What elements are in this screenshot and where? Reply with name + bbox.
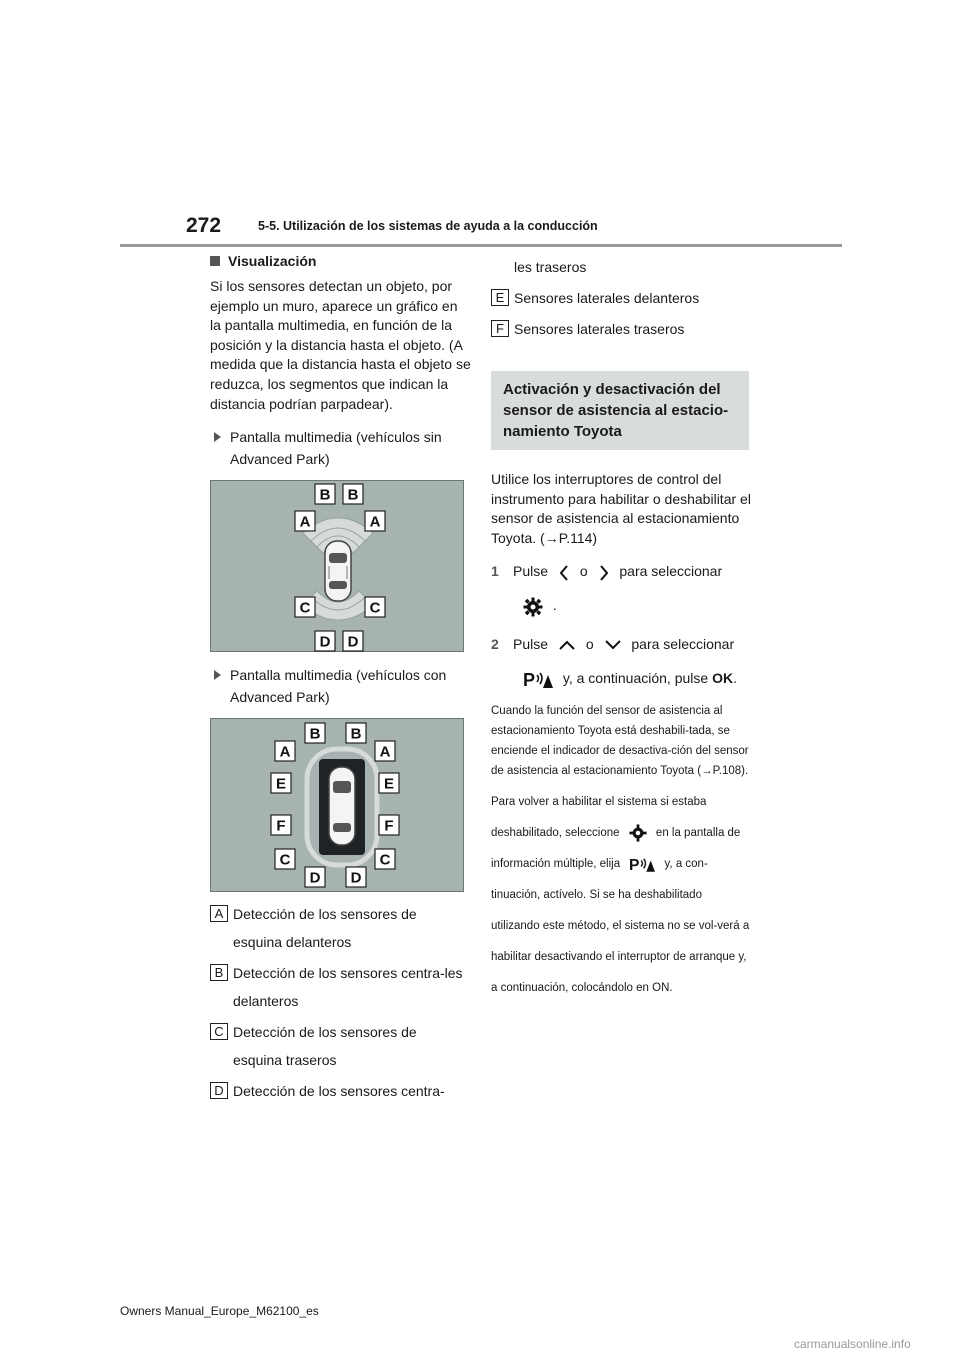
figure-display-with-ap: [210, 718, 464, 892]
display-item-without-ap: [210, 426, 472, 470]
step-text: Pulse: [513, 635, 549, 652]
legend-item-f: [491, 315, 751, 343]
left-column: [210, 253, 472, 1105]
svg-text:F: F: [276, 817, 286, 835]
step-text: .: [552, 597, 557, 614]
sensor-zone-label-d: [305, 867, 325, 887]
legend-letter-box: D: [210, 1082, 228, 1099]
svg-text:A: A: [369, 513, 381, 531]
legend-item-a: [210, 900, 472, 956]
legend-text: Detección de los sensores de esquina delanteros: [233, 906, 417, 951]
svg-text:P: P: [523, 669, 536, 689]
header-rule: [120, 244, 842, 247]
chevron-left-icon: [558, 564, 570, 582]
parking-sensor-icon: [523, 669, 553, 689]
sensor-zone-label-e: [271, 773, 291, 793]
legend-continuation: [491, 253, 751, 281]
sensor-zone-label-d: [343, 631, 363, 651]
sensor-zone-label-a: [295, 511, 315, 531]
step-text: y, a continuación, pulse: [562, 669, 709, 686]
sensor-zone-label-b: [315, 484, 335, 504]
legend-text: Detección de los sensores centra-: [233, 1083, 445, 1100]
sensor-zone-label-c: [295, 597, 315, 617]
svg-text:C: C: [299, 599, 311, 617]
step-text: .: [733, 669, 737, 686]
chevron-down-icon: [604, 639, 622, 651]
display-item-with-ap: [210, 664, 472, 708]
sensor-zone-label-e: [379, 773, 399, 793]
svg-text:A: A: [379, 743, 391, 761]
gear-icon: [523, 597, 543, 617]
svg-text:B: B: [350, 725, 362, 743]
square-bullet-icon: [210, 256, 220, 266]
section-heading-text: Visualización: [228, 253, 317, 269]
legend-text: Sensores laterales traseros: [514, 321, 685, 337]
legend-item-e: [491, 284, 751, 312]
svg-text:B: B: [319, 486, 331, 504]
sensor-zone-label-a: [375, 741, 395, 761]
sensor-diagram-1: [211, 481, 465, 653]
step-2: [491, 633, 751, 689]
legend-letter-box: C: [210, 1023, 228, 1040]
step-text: para seleccionar: [619, 563, 723, 580]
legend-letter-box: F: [491, 320, 509, 337]
svg-text:D: D: [347, 633, 359, 651]
svg-text:C: C: [279, 851, 291, 869]
svg-text:E: E: [383, 775, 395, 793]
figure-display-without-ap: [210, 480, 464, 652]
sensor-zone-label-a: [365, 511, 385, 531]
sensor-zone-label-c: [275, 849, 295, 869]
step-text: o: [579, 563, 588, 580]
svg-text:C: C: [379, 851, 391, 869]
sensor-zone-label-f: [271, 815, 291, 835]
step-text: o: [585, 635, 594, 652]
legend-letter-box: B: [210, 964, 228, 981]
svg-text:D: D: [309, 869, 321, 887]
svg-text:P: P: [629, 857, 640, 873]
svg-text:A: A: [299, 513, 311, 531]
step-text: Pulse: [513, 563, 549, 580]
display-item-text: Pantalla multimedia (vehículos con Advanced Park): [230, 667, 447, 706]
watermark: carmanualsonline.info: [794, 1337, 911, 1351]
svg-text:E: E: [275, 775, 287, 793]
car-top-view-icon: [329, 767, 355, 845]
step-1: [491, 560, 751, 616]
sensor-diagram-2: [211, 719, 465, 893]
sensor-zone-label-d: [346, 867, 366, 887]
sensor-zone-label-c: [375, 849, 395, 869]
triangle-bullet-icon: [214, 670, 221, 680]
legend-text: Detección de los sensores de esquina traseros: [233, 1024, 417, 1069]
sensor-zone-label-c: [365, 597, 385, 617]
legend-text: Sensores laterales delanteros: [514, 290, 700, 306]
legend-list-left: [210, 900, 472, 1105]
chevron-right-icon: [598, 564, 610, 582]
parking-sensor-icon: [629, 855, 655, 873]
car-top-view-icon: [325, 541, 351, 601]
step-number: 2: [491, 635, 499, 652]
step-number: 1: [491, 563, 499, 580]
legend-item-d: [210, 1077, 472, 1105]
activation-body: Utilice los interruptores de control del instrumento para habilitar o deshabilitar el sensor de asistencia al estacionamiento Toyota. (→P.114): [491, 471, 751, 546]
page-number: 272: [186, 214, 222, 237]
footer-manual-id: Owners Manual_Europe_M62100_es: [120, 1304, 319, 1318]
svg-text:F: F: [384, 817, 394, 835]
note-reenable: [491, 787, 751, 1004]
ok-button-glyph: OK: [712, 669, 734, 686]
legend-text: Detección de los sensores centra-les delanteros: [233, 965, 463, 1010]
note-text: Para volver a habilitar el sistema si estaba deshabilitado, seleccione: [491, 795, 707, 839]
right-column: [491, 253, 751, 1004]
intro-paragraph: Si los sensores detectan un objeto, por ejemplo un muro, aparece un gráfico en la pantalla multimedia, en función de la posición y la distancia hasta el objeto. (A medida que la distancia hasta el objeto se reduzca, los segmentos que indican la distancia podrían parpadear).: [210, 278, 471, 412]
legend-letter-box: E: [491, 289, 509, 306]
svg-text:D: D: [319, 633, 331, 651]
svg-text:B: B: [347, 486, 359, 504]
svg-text:B: B: [309, 725, 321, 743]
note-text: en la pantalla de información múltiple, elija: [491, 826, 741, 870]
sensor-zone-label-b: [343, 484, 363, 504]
activation-heading: Activación y desactivación del sensor de asistencia al estacio-namiento Toyota: [491, 371, 749, 450]
legend-list-right: [491, 284, 751, 343]
step-text: para seleccionar: [631, 635, 735, 652]
sensor-zone-label-b: [346, 723, 366, 743]
sensor-zone-label-f: [379, 815, 399, 835]
legend-item-c: [210, 1018, 472, 1074]
gear-icon: [629, 824, 647, 842]
legend-item-b: [210, 959, 472, 1015]
svg-text:A: A: [279, 743, 291, 761]
sensor-zone-label-a: [275, 741, 295, 761]
svg-text:D: D: [350, 869, 362, 887]
display-item-text: Pantalla multimedia (vehículos sin Advanced Park): [230, 429, 442, 468]
legend-letter-box: A: [210, 905, 228, 922]
legend-text: les traseros: [514, 259, 587, 275]
section-heading: [210, 253, 472, 269]
sensor-zone-label-d: [315, 631, 335, 651]
note-text: y, a con-tinuación, actívelo. Si se ha deshabilitado utilizando este método, el sistema no se vol-verá a habilitar desactivando el interruptor de arranque y, a continuación, colocándolo en ON.: [491, 857, 750, 994]
chapter-title: 5-5. Utilización de los sistemas de ayuda a la conducción: [258, 219, 598, 233]
sensor-zone-label-b: [305, 723, 325, 743]
note-disabled-indicator: Cuando la función del sensor de asistencia al estacionamiento Toyota está deshabili-tada, se enciende el indicador de desactiva-ción del sensor de asistencia al estacionamiento Toyota (→P.108).: [491, 704, 749, 777]
chevron-up-icon: [558, 639, 576, 651]
triangle-bullet-icon: [214, 432, 221, 442]
svg-text:C: C: [369, 599, 381, 617]
